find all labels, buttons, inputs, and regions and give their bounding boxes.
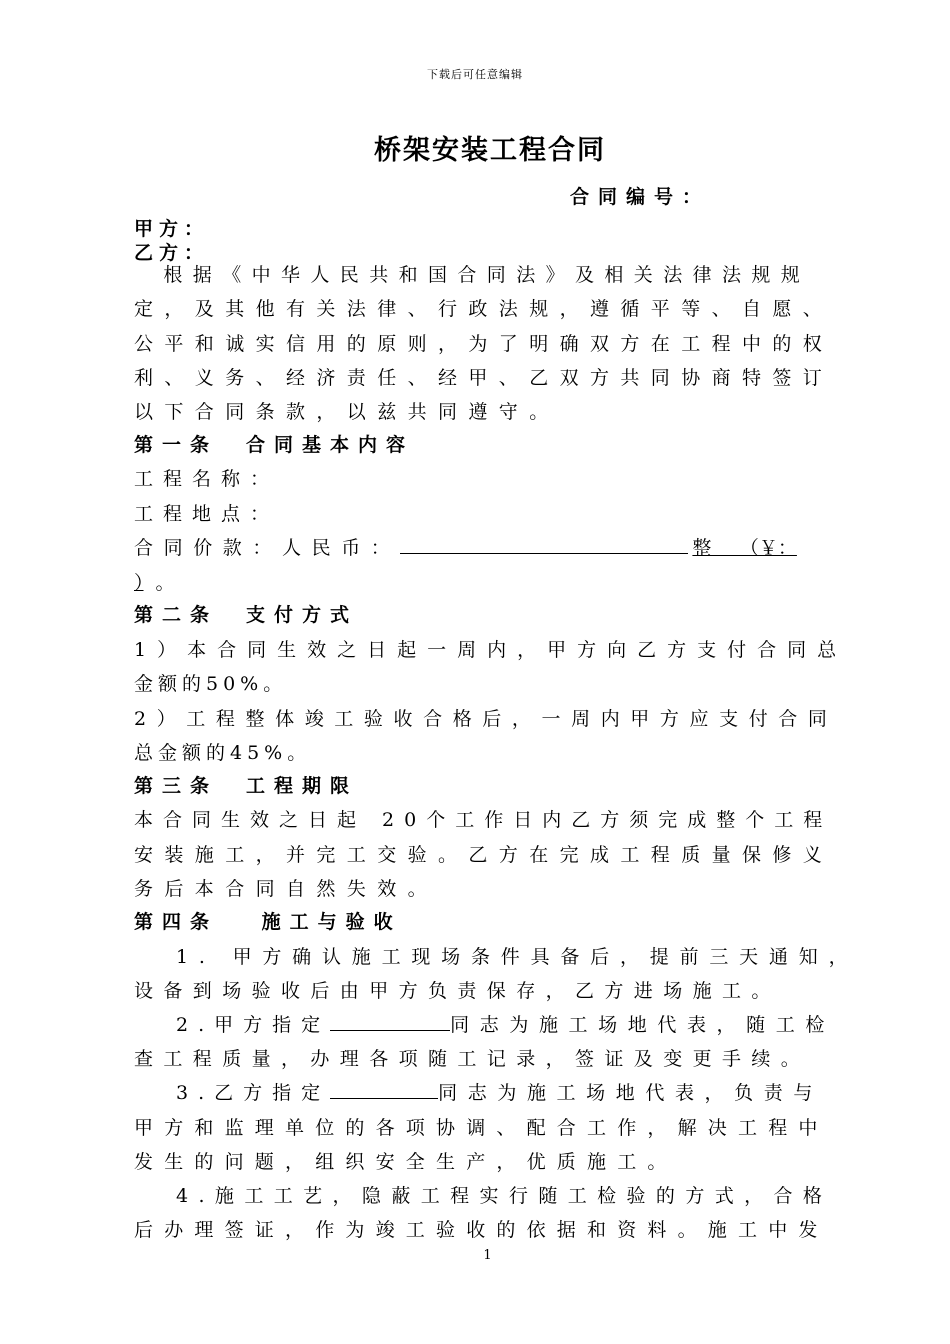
price-period: 。 (155, 572, 175, 594)
price-whole-text: 整 （￥： (692, 537, 797, 559)
article-4-heading: 第四条 施工与验收 (134, 911, 402, 933)
page-number: 1 (483, 1248, 492, 1263)
article-4-item-3 (176, 1078, 823, 1105)
article-2-line: 金额的50%。 (134, 673, 288, 695)
article-4-item-4: 4.施工工艺，隐蔽工程实行随工检验的方式，合格 (176, 1185, 833, 1207)
price-blank (400, 533, 688, 554)
preamble-line: 以下合同条款，以兹共同遵守。 (134, 401, 560, 423)
article-2-line: 总金额的45%。 (134, 742, 312, 764)
article-4-item-1: 1. 甲方确认施工现场条件具备后，提前三天通知， (176, 946, 859, 968)
article-3-line: 务后本合同自然失效。 (134, 878, 439, 900)
article-4-item-3-cont: 甲方和监理单位的各项协调、配合工作，解决工程中 (134, 1117, 829, 1139)
preamble-line: 公平和诚实信用的原则，为了明确双方在工程中的权 (134, 333, 834, 355)
project-name-label: 工程名称： (134, 468, 280, 490)
article-4-item-3-cont: 发生的问题，组织安全生产，优质施工。 (134, 1151, 678, 1173)
preamble-line: 利、义务、经济责任、经甲、乙双方共同协商特签订 (134, 367, 834, 389)
article-1-heading: 第一条 合同基本内容 (134, 434, 415, 456)
article-2-line: 1）本合同生效之日起一周内，甲方向乙方支付合同总 (134, 639, 848, 661)
item-2-blank (330, 1010, 450, 1031)
page-header-note: 下载后可任意编辑 (427, 68, 523, 81)
price-close-paren: ） (134, 572, 144, 594)
item-3-prefix: 3.乙方指定 (176, 1082, 331, 1104)
item-2-prefix: 2.甲方指定 (176, 1014, 331, 1036)
article-2-heading: 第二条 支付方式 (134, 604, 359, 626)
preamble-line: 根据《中华人民共和国合同法》及相关法律法规规 (134, 264, 811, 286)
article-2-line: 2）工程整体竣工验收合格后，一周内甲方应支付合同 (134, 708, 838, 730)
article-4-item-2-cont: 查工程质量，办理各项随工记录，签证及变更手续。 (134, 1048, 811, 1070)
document-title: 桥架安装工程合同 (374, 135, 606, 166)
article-4-item-2 (176, 1010, 835, 1037)
item-2-suffix: 同志为施工场地代表，随工检 (450, 1014, 835, 1036)
preamble-line: 定，及其他有关法律、行政法规，遵循平等、自愿、 (134, 298, 834, 320)
article-3-heading: 第三条 工程期限 (134, 775, 359, 797)
contract-price-line (134, 533, 797, 560)
article-4-item-1-cont: 设备到场验收后由甲方负责保存，乙方进场施工。 (134, 980, 781, 1002)
article-4-item-4-cont: 后办理签证，作为竣工验收的依据和资料。施工中发 (134, 1219, 829, 1241)
article-3-line: 安装施工，并完工交验。乙方在完成工程质量保修义 (134, 844, 834, 866)
item-3-blank (330, 1078, 438, 1099)
article-3-line: 本合同生效之日起 20个工作日内乙方须完成整个工程 (134, 809, 833, 831)
contract-price-line-end (134, 568, 175, 595)
contract-number-label: 合同编号： (570, 186, 711, 208)
project-location-label: 工程地点： (134, 503, 280, 525)
party-b-label: 乙方： (134, 242, 210, 264)
contract-price-label: 合同价款：人民币： (134, 537, 401, 559)
item-3-suffix: 同志为施工场地代表，负责与 (438, 1082, 823, 1104)
party-a-label: 甲方： (134, 218, 210, 240)
